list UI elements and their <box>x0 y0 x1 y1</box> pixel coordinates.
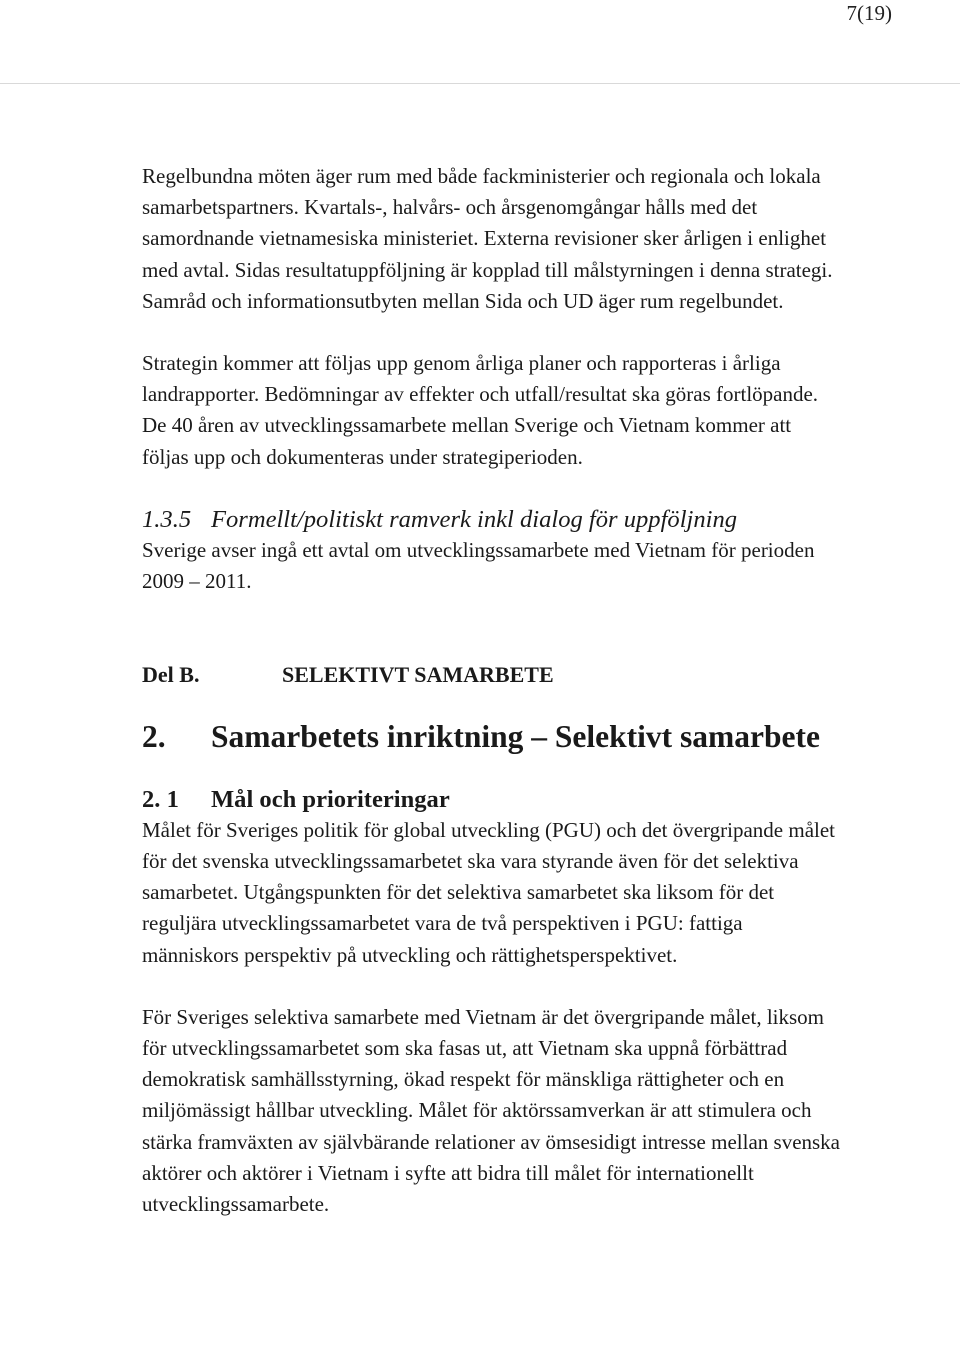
section-title: Formellt/politiskt ramverk inkl dialog för uppföljning <box>211 505 738 533</box>
section-number: 2. 1 <box>142 785 179 813</box>
paragraph-gap <box>142 971 842 1002</box>
paragraph-selective-goal: För Sveriges selektiva samarbete med Vietnam är det övergripande målet, liksom för utvecklingssamarbetet som ska fasas ut, att Vietnam ska uppnå förbättrad demokratisk samhällsstyrning, ökad respekt för mänskliga rättigheter och en miljömässigt hållbar utveckling. Målet för aktörssamverkan är att stimulera och stärka framväxten av självbärande relationer av ömsesidigt intresse mellan svenska aktörer och aktörer i Vietnam i syfte att bidra till målet för internationellt utvecklingssamarbete. <box>142 1004 841 1217</box>
chapter-number: 2. <box>142 719 166 755</box>
section-heading-goals <box>142 784 842 815</box>
page-number: 7(19) <box>846 1 892 25</box>
part-label: Del B. <box>142 662 200 688</box>
paragraph-gap <box>142 317 842 348</box>
header-rule <box>0 83 960 84</box>
paragraph-gap <box>142 473 842 504</box>
paragraph-strategy-followup: Strategin kommer att följas upp genom årliga planer och rapporteras i årliga landrapporter. Bedömningar av effekter och utfall/resultat ska göras fortlöpande. De 40 åren av utvecklingssamarbete mellan Sverige och Vietnam kommer att följas upp och dokumenteras under strategiperioden. <box>142 351 819 469</box>
section-number: 1.3.5 <box>142 505 192 533</box>
section-heading-framework <box>142 504 842 535</box>
paragraph-followup-meetings: Regelbundna möten äger rum med både fackministerier och regionala och lokala samarbetspartners. Kvartals-, halvårs- och årsgenomgångar hålls med det samordnande vietnamesiska ministeriet. Externa revisioner sker årligen i enlighet med avtal. Sidas resultatuppföljning är kopplad till målstyrningen i denna strategi. Samråd och informationsutbyten mellan Sida och UD äger rum regelbundet. <box>142 164 833 313</box>
paragraph-gap <box>142 753 842 784</box>
part-heading <box>142 659 842 690</box>
part-title: SELEKTIVT SAMARBETE <box>282 662 554 688</box>
paragraph-gap <box>142 690 842 721</box>
chapter-title: Samarbetets inriktning – Selektivt samarbete <box>211 719 820 755</box>
paragraph-gap <box>142 597 842 659</box>
document-body <box>142 161 842 1220</box>
paragraph-agreement: Sverige avser ingå ett avtal om utvecklingssamarbete med Vietnam för perioden 2009 – 2011. <box>142 538 815 594</box>
paragraph-pgu-goal: Målet för Sveriges politik för global utveckling (PGU) och det övergripande målet för det svenska utvecklingssamarbetet ska vara styrande även för det selektiva samarbetet. Utgångspunkten för det selektiva samarbetet ska liksom för det reguljära utvecklingssamarbetet vara de två perspektiven i PGU: fattiga människors perspektiv på utveckling och rättighetsperspektivet. <box>142 817 836 967</box>
chapter-heading <box>142 719 842 755</box>
section-title: Mål och prioriteringar <box>211 785 450 813</box>
